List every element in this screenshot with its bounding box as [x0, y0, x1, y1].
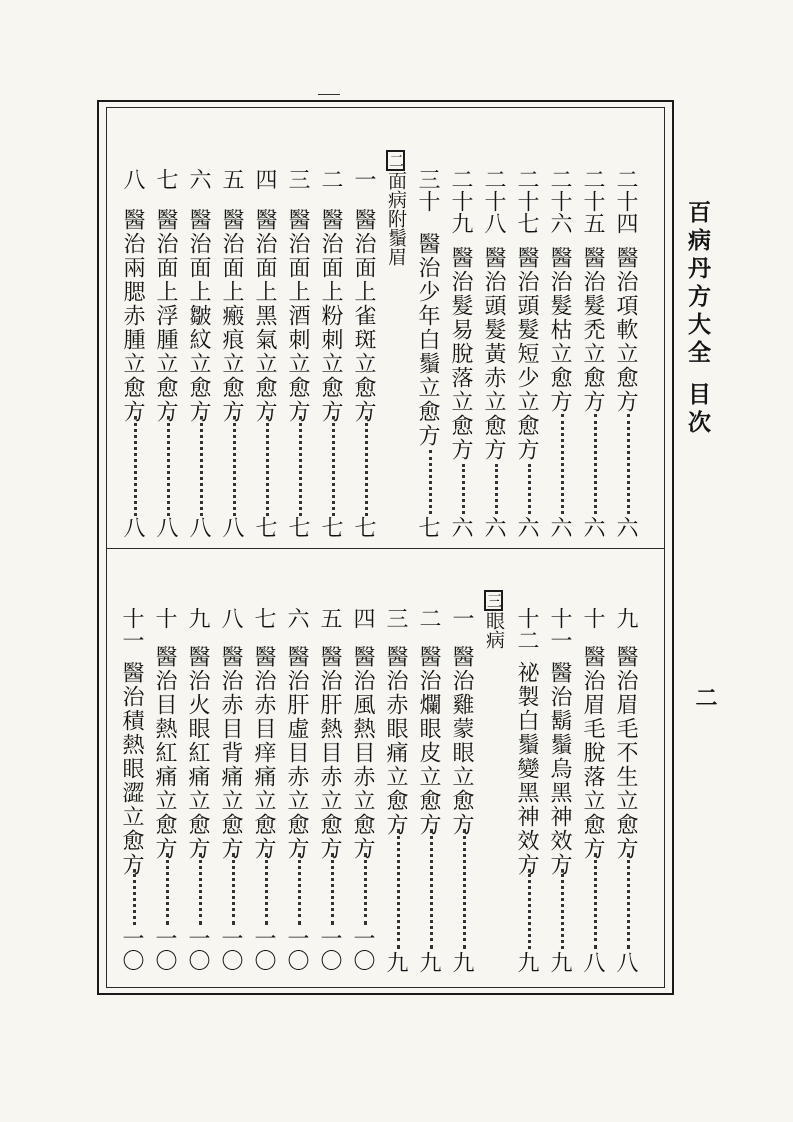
entry-title: 醫治目熱紅痛立愈方 [152, 645, 177, 861]
entry-page: 七 [318, 516, 343, 538]
entry-title: 醫治赤目痒痛立愈方 [251, 645, 276, 861]
leader-dots [561, 869, 564, 949]
entry-title: 醫治肝熱目赤立愈方 [317, 645, 342, 861]
entry-number: 二十四 [613, 168, 638, 234]
entry-number: 五 [317, 607, 342, 629]
entry-title: 醫治髮枯立愈方 [547, 246, 572, 414]
section-title: 眼病 [483, 611, 505, 649]
entry-number: 七 [153, 168, 178, 190]
entry-number: 六 [284, 607, 309, 629]
entry-number: 二十五 [580, 168, 605, 234]
top-rule-mark [318, 94, 340, 95]
entry-title: 醫治積熱眼澀立愈方 [119, 661, 144, 877]
leader-dots [528, 869, 531, 949]
entry-number: 六 [186, 168, 211, 190]
entry-page: 六 [514, 516, 539, 538]
entry-title: 醫治兩腮赤腫立愈方 [120, 208, 145, 424]
entry-number: 二 [416, 607, 441, 629]
entry-number: 二 [318, 168, 343, 190]
entry-title: 醫治面上皺紋立愈方 [186, 208, 211, 424]
entry-number: 三 [383, 607, 408, 629]
leader-dots [365, 416, 368, 516]
entry-number: 七 [251, 607, 276, 629]
section-heading-eye [484, 590, 503, 649]
running-header [686, 200, 709, 438]
entry-page: 一〇 [251, 927, 276, 971]
entry-title: 醫治少年白鬚立愈方 [415, 232, 440, 448]
leader-dots [299, 416, 302, 516]
entry-number: 十二 [514, 607, 539, 651]
entry-page: 一〇 [185, 927, 210, 971]
entry-title: 醫治面上黑氣立愈方 [252, 208, 277, 424]
entry-page: 六 [547, 516, 572, 538]
entry-title: 醫治肝虛目赤立愈方 [284, 645, 309, 861]
leader-dots [232, 853, 235, 925]
entry-title: 醫治髮禿立愈方 [580, 246, 605, 414]
leader-dots [462, 464, 465, 514]
entry-page: 九 [514, 951, 539, 973]
entry-page: 一〇 [317, 927, 342, 971]
entry-page: 一〇 [350, 927, 375, 971]
leader-dots [627, 853, 630, 949]
leader-dots [199, 853, 202, 925]
section-title: 面病附鬚眉 [385, 171, 407, 266]
entry-title: 醫治眉毛脫落立愈方 [580, 645, 605, 861]
entry-number: 八 [218, 607, 243, 629]
entry-number: 五 [219, 168, 244, 190]
entry-title: 醫治面上浮腫立愈方 [153, 208, 178, 424]
entry-page: 七 [351, 516, 376, 538]
entry-title: 醫治赤眼痛立愈方 [383, 645, 408, 837]
entry-number: 九 [185, 607, 210, 629]
leader-dots [200, 416, 203, 516]
leader-dots [332, 416, 335, 516]
leader-dots [528, 464, 531, 514]
entry-number: 二十七 [514, 168, 539, 234]
leader-dots [594, 853, 597, 949]
entry-number: 八 [120, 168, 145, 190]
leader-dots [265, 853, 268, 925]
entry-number: 一 [449, 607, 474, 629]
leader-dots [430, 829, 433, 949]
entry-page: 七 [415, 516, 440, 538]
entry-page: 一〇 [119, 927, 144, 971]
leader-dots [594, 414, 597, 514]
entry-title: 醫治眉毛不生立愈方 [613, 645, 638, 861]
entry-page: 一〇 [284, 927, 309, 971]
entry-title: 醫治面上粉刺立愈方 [318, 208, 343, 424]
leader-dots [429, 450, 432, 514]
entry-title: 醫治鬍鬚烏黑神效方 [547, 661, 572, 877]
entry-page: 八 [186, 516, 211, 538]
entry-title: 祕製白鬚變黑神效方 [514, 661, 539, 877]
entry-number: 二十九 [448, 168, 473, 234]
entry-title: 醫治頭髮短少立愈方 [514, 246, 539, 462]
entry-page: 六 [481, 516, 506, 538]
entry-number: 二十六 [547, 168, 572, 234]
entry-number: 三十 [415, 168, 440, 212]
section-marker: 三 [484, 590, 503, 611]
leader-dots [233, 416, 236, 516]
entry-number: 一 [351, 168, 376, 190]
leader-dots [167, 416, 170, 516]
entry-title: 醫治面上雀斑立愈方 [351, 208, 376, 424]
entry-number: 三 [285, 168, 310, 190]
entry-page: 八 [580, 951, 605, 973]
entry-page: 一〇 [218, 927, 243, 971]
entry-page: 九 [416, 951, 441, 973]
entry-page: 七 [252, 516, 277, 538]
entry-number: 十 [580, 607, 605, 629]
entry-number: 十一 [119, 607, 144, 651]
leader-dots [298, 853, 301, 925]
leader-dots [266, 416, 269, 516]
entry-page: 八 [219, 516, 244, 538]
leader-dots [495, 464, 498, 514]
entry-page: 七 [285, 516, 310, 538]
leader-dots [331, 853, 334, 925]
leader-dots [397, 829, 400, 949]
entry-number: 四 [252, 168, 277, 190]
entry-page: 八 [153, 516, 178, 538]
book-title: 百病丹方大全 [684, 200, 711, 368]
section-label: 目次 [684, 382, 711, 438]
entry-page: 八 [613, 951, 638, 973]
section-marker: 二 [386, 150, 405, 171]
register-divider [106, 548, 665, 549]
leader-dots [463, 829, 466, 949]
entry-title: 醫治頭髮黃赤立愈方 [481, 246, 506, 462]
entry-title: 醫治赤目背痛立愈方 [218, 645, 243, 861]
entry-page: 六 [448, 516, 473, 538]
entry-number: 十 [152, 607, 177, 629]
entry-number: 四 [350, 607, 375, 629]
entry-number: 十一 [547, 607, 572, 651]
entry-page: 九 [383, 951, 408, 973]
leader-dots [561, 414, 564, 514]
section-heading-face [386, 150, 405, 266]
entry-number: 九 [613, 607, 638, 629]
leader-dots [364, 853, 367, 925]
entry-page: 八 [120, 516, 145, 538]
entry-title: 醫治爛眼皮立愈方 [416, 645, 441, 837]
entry-title: 醫治項軟立愈方 [613, 246, 638, 414]
entry-page: 六 [580, 516, 605, 538]
leader-dots [134, 416, 137, 516]
entry-number: 二十八 [481, 168, 506, 234]
leader-dots [133, 869, 136, 925]
page-number: 二 [692, 686, 718, 708]
entry-page: 六 [613, 516, 638, 538]
entry-title: 醫治髮易脫落立愈方 [448, 246, 473, 462]
entry-title: 醫治火眼紅痛立愈方 [185, 645, 210, 861]
entry-page: 一〇 [152, 927, 177, 971]
leader-dots [627, 414, 630, 514]
entry-title: 醫治面上酒刺立愈方 [285, 208, 310, 424]
entry-page: 九 [449, 951, 474, 973]
entry-title: 醫治面上瘢痕立愈方 [219, 208, 244, 424]
entry-title: 醫治風熱目赤立愈方 [350, 645, 375, 861]
entry-page: 九 [547, 951, 572, 973]
leader-dots [166, 853, 169, 925]
entry-title: 醫治雞蒙眼立愈方 [449, 645, 474, 837]
